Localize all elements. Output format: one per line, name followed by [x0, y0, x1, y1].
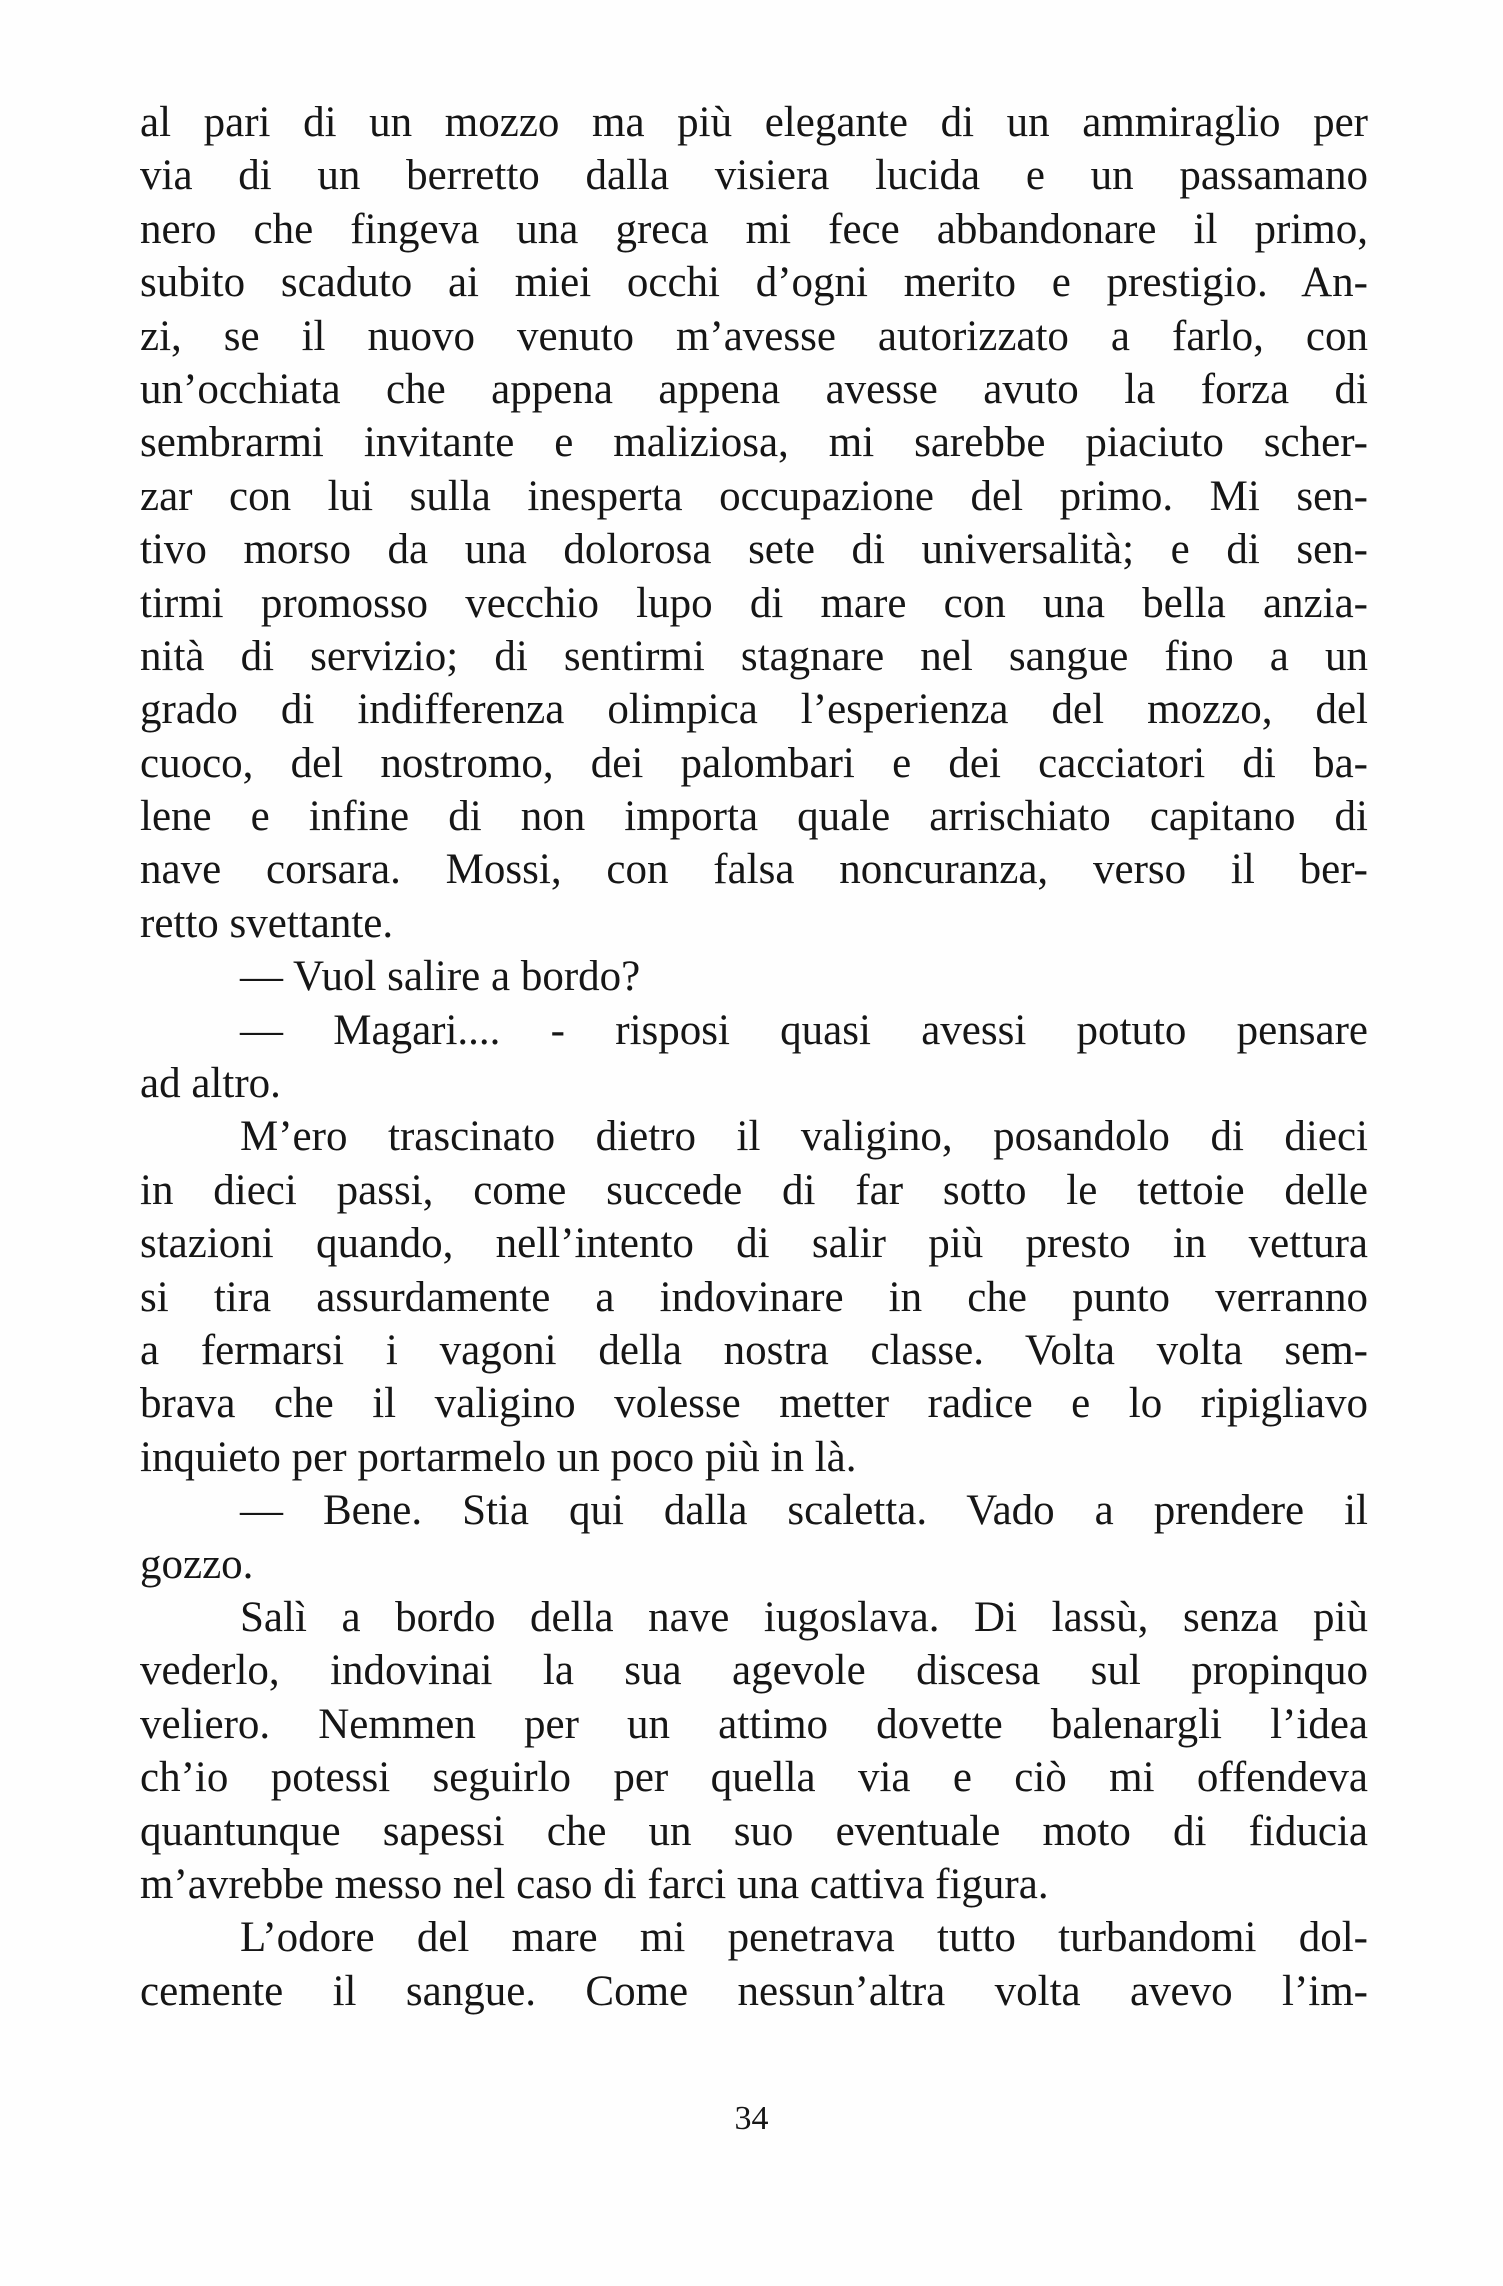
text-line: quantunque sapessi che un suo eventuale moto di fiducia — [140, 1807, 1368, 1855]
text-line: inquieto per portarmelo un poco più in là. — [140, 1433, 857, 1481]
text-line: — Bene. Stia qui dalla scaletta. Vado a prendere il — [240, 1487, 1368, 1535]
text-line: in dieci passi, come succede di far sotto le tettoie delle — [140, 1166, 1368, 1214]
text-line: zi, se il nuovo venuto m’avesse autorizzato a farlo, con — [140, 312, 1368, 360]
text-line: a fermarsi i vagoni della nostra classe. Volta volta sem- — [140, 1326, 1368, 1374]
page-number: 34 — [734, 2100, 769, 2137]
text-line: nero che fingeva una greca mi fece abbandonare il primo, — [140, 205, 1368, 253]
text-line: gozzo. — [140, 1540, 254, 1588]
text-line: tirmi promosso vecchio lupo di mare con una bella anzia- — [140, 579, 1368, 627]
text-line: M’ero trascinato dietro il valigino, posandolo di dieci — [240, 1113, 1368, 1161]
text-line: brava che il valigino volesse metter radice e lo ripigliavo — [140, 1380, 1368, 1428]
text-line: sembrarmi invitante e maliziosa, mi sarebbe piaciuto scher- — [140, 419, 1368, 467]
text-line: nità di servizio; di sentirmi stagnare nel sangue fino a un — [140, 632, 1368, 680]
text-line: zar con lui sulla inesperta occupazione del primo. Mi sen- — [140, 472, 1368, 520]
text-line: stazioni quando, nell’intento di salir più presto in vettura — [140, 1220, 1368, 1268]
text-line: — Vuol salire a bordo? — [240, 953, 641, 1001]
text-line: cemente il sangue. Come nessun’altra volta avevo l’im- — [140, 1967, 1368, 2015]
text-line: grado di indifferenza olimpica l’esperienza del mozzo, del — [140, 686, 1368, 734]
text-line: tivo morso da una dolorosa sete di universalità; e di sen- — [140, 526, 1368, 574]
text-line: vederlo, indovinai la sua agevole discesa sul propinquo — [140, 1647, 1368, 1695]
text-line: via di un berretto dalla visiera lucida e un passamano — [140, 152, 1368, 200]
text-line: Salì a bordo della nave iugoslava. Di lassù, senza più — [240, 1593, 1368, 1641]
text-line: L’odore del mare mi penetrava tutto turbandomi dol- — [240, 1914, 1368, 1962]
text-line: veliero. Nemmen per un attimo dovette balenargli l’idea — [140, 1700, 1368, 1748]
text-line: retto svettante. — [140, 899, 394, 947]
text-line: al pari di un mozzo ma più elegante di un ammiraglio per — [140, 99, 1368, 146]
text-line: cuoco, del nostromo, dei palombari e dei cacciatori di ba- — [140, 739, 1368, 787]
text-line: si tira assurdamente a indovinare in che punto verranno — [140, 1273, 1368, 1321]
text-line: un’occhiata che appena appena avesse avuto la forza di — [140, 365, 1368, 413]
text-line: subito scaduto ai miei occhi d’ogni merito e prestigio. An- — [140, 259, 1368, 307]
text-line: nave corsara. Mossi, con falsa noncuranza, verso il ber- — [140, 846, 1368, 894]
text-line: lene e infine di non importa quale arrischiato capitano di — [140, 793, 1368, 841]
text-line: m’avrebbe messo nel caso di farci una cattiva figura. — [140, 1860, 1049, 1908]
body-text — [140, 96, 1368, 2018]
text-line: ad altro. — [140, 1060, 281, 1108]
text-line: ch’io potessi seguirlo per quella via e ciò mi offendeva — [140, 1754, 1368, 1802]
text-line: — Magari.... - risposi quasi avessi potuto pensare — [240, 1006, 1368, 1054]
